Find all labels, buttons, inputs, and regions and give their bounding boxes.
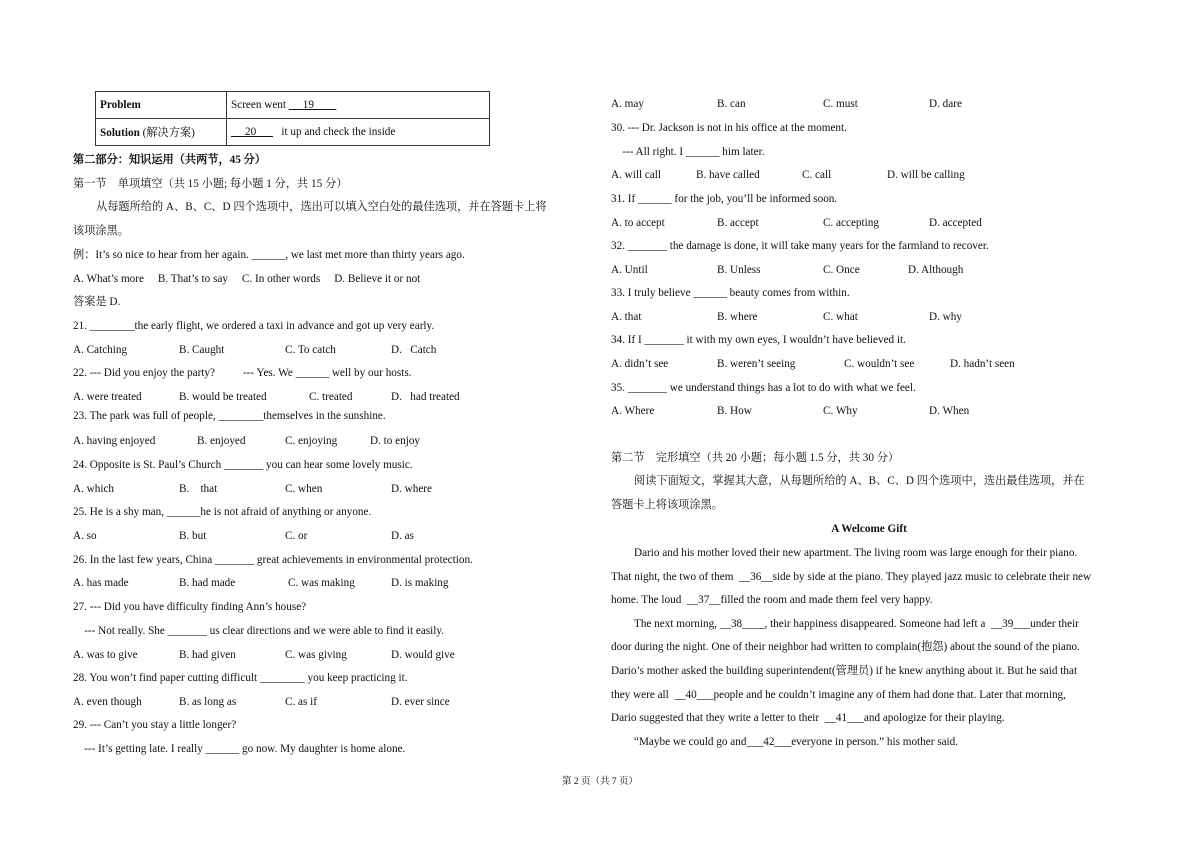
option-d: D. hadn’t seen [950, 358, 1015, 370]
option-b: B. have called [696, 169, 760, 181]
option-a: A. will call [611, 169, 662, 181]
section2-title: 第二节 完形填空（共 20 小题；每小题 1.5 分，共 30 分） [611, 452, 900, 464]
option-b: B. enjoyed [197, 435, 246, 447]
section1-title: 第一节 单项填空（共 15 小题; 每小题 1 分，共 15 分） [73, 178, 348, 190]
option-d: D. as [391, 530, 414, 542]
question-stem: 31. If ______ for the job, you’ll be informed soon. [611, 193, 838, 205]
option-b: B. weren’t seeing [717, 358, 796, 370]
option-b: B. as long as [179, 696, 237, 708]
option-b: B. can [717, 98, 746, 110]
option-b: B. accept [717, 217, 759, 229]
passage-line: home. The loud __37__filled the room and made them feel very happy. [611, 594, 933, 606]
option-c: C. was making [288, 577, 355, 589]
table-cell-head [96, 92, 227, 119]
option-b: B. had made [179, 577, 236, 589]
passage-line: The next morning, __38____, their happiness disappeared. Someone had left a __39___under their [634, 618, 1079, 630]
row-head-cn: (解决方案) [139, 127, 195, 139]
option-a: A. Until [611, 264, 648, 276]
question-stem: 25. He is a shy man, ______he is not afraid of anything or anyone. [73, 506, 372, 518]
section2-instruction-cont: 答题卡上将该项涂黑。 [611, 499, 723, 511]
option-c: C. wouldn’t see [844, 358, 915, 370]
passage-line: “Maybe we could go and___42___everyone in person.” his mother said. [634, 736, 959, 748]
question-stem: 28. You won’t find paper cutting difficult ________ you keep practicing it. [73, 672, 408, 684]
question-stem: 23. The park was full of people, ________themselves in the sunshine. [73, 410, 386, 422]
option-d: D. to enjoy [370, 435, 421, 447]
example-options: A. What’s more B. That’s to say C. In other words D. Believe it or not [73, 273, 421, 285]
option-d: D. When [929, 405, 970, 417]
option-a: A. were treated [73, 391, 142, 403]
passage-line: Dario suggested that they write a letter to their __41___and apologize for their playing. [611, 712, 1005, 724]
option-a: A. even though [73, 696, 142, 708]
option-a: A. Catching [73, 344, 128, 356]
option-b: B. Unless [717, 264, 761, 276]
question-stem: 27. --- Did you have difficulty finding Ann’s house? [73, 601, 307, 613]
option-d: D. is making [391, 577, 449, 589]
section2-instruction: 阅读下面短文，掌握其大意，从每题所给的 A、B、C、D 四个选项中，选出最佳选项，并在 [634, 475, 1085, 487]
option-b: B. How [717, 405, 752, 417]
option-b: B. where [717, 311, 758, 323]
blank-20: 20 [231, 126, 273, 138]
option-d: D. dare [929, 98, 962, 110]
passage-line: door during the night. One of their neighbor had written to complain(抱怨) about the sound of the piano. [611, 641, 1080, 653]
option-a: A. Where [611, 405, 655, 417]
table-row [96, 119, 490, 146]
option-b: B. had given [179, 649, 236, 661]
option-d: D. Although [908, 264, 964, 276]
passage-line: Dario and his mother loved their new apartment. The living room was large enough for their piano. [634, 547, 1078, 559]
passage-line: Dario’s mother asked the building superintendent(管理员) if he knew anything about it. But he said that [611, 665, 1078, 677]
section1-instruction-cont: 该项涂黑。 [73, 225, 129, 237]
question-stem: 24. Opposite is St. Paul’s Church _______ you can hear some lovely music. [73, 459, 413, 471]
part-title: 第二部分：知识运用（共两节，45 分） [73, 154, 266, 166]
problem-solution-table [95, 91, 490, 146]
option-b: B. would be treated [179, 391, 267, 403]
option-c: C. To catch [285, 344, 336, 356]
question-stem-cont: --- All right. I ______ him later. [611, 146, 765, 158]
table-cell-value [227, 92, 490, 119]
section1-instruction: 从每题所给的 A、B、C、D 四个选项中，选出可以填入空白处的最佳选项，并在答题卡上将 [96, 201, 547, 213]
table-row [96, 92, 490, 119]
option-d: D. Catch [391, 344, 437, 356]
option-d: D. why [929, 311, 962, 323]
row-head-text: Solution [100, 127, 140, 139]
option-c: C. Why [823, 405, 858, 417]
option-a: A. to accept [611, 217, 665, 229]
option-b: B. but [179, 530, 207, 542]
option-a: A. so [73, 530, 97, 542]
option-c: C. when [285, 483, 323, 495]
table-cell-head [96, 119, 227, 146]
question-stem: 35. _______ we understand things has a lot to do with what we feel. [611, 382, 916, 394]
option-c: C. enjoying [285, 435, 338, 447]
row-value-text: it up and check the inside [272, 126, 396, 138]
option-d: D. had treated [391, 391, 460, 403]
option-a: A. having enjoyed [73, 435, 156, 447]
page-footer: 第 2 页（共 7 页） [561, 777, 638, 787]
question-stem: 26. In the last few years, China _______ great achievements in environmental protection. [73, 554, 473, 566]
row-head-text: Problem [100, 99, 141, 111]
question-stem-cont: --- It’s getting late. I really ______ go now. My daughter is home alone. [73, 743, 406, 755]
option-b: B. that [179, 483, 218, 495]
table-cell-value [227, 119, 490, 146]
question-stem: 33. I truly believe ______ beauty comes from within. [611, 287, 850, 299]
option-c: C. what [823, 311, 858, 323]
option-d: D. ever since [391, 696, 450, 708]
question-stem-cont: --- Not really. She _______ us clear directions and we were able to find it easily. [73, 625, 445, 637]
option-b: B. Caught [179, 344, 225, 356]
option-d: D. accepted [929, 217, 982, 229]
option-c: C. call [802, 169, 832, 181]
passage-line: That night, the two of them __36__side by side at the piano. They played jazz music to celebrate their new [611, 571, 1092, 583]
passage-title: A Welcome Gift [831, 523, 907, 535]
option-a: A. which [73, 483, 115, 495]
passage-line: they were all __40___people and he couldn’t imagine any of them had done that. Later that morning, [611, 689, 1066, 701]
option-c: C. was giving [285, 649, 347, 661]
example-question: 例：It’s so nice to hear from her again. ______, we last met more than thirty years ago. [73, 249, 465, 261]
option-c: C. must [823, 98, 858, 110]
option-d: D. where [391, 483, 433, 495]
blank-19: 19 [288, 99, 337, 111]
option-c: C. or [285, 530, 308, 542]
question-stem: 34. If I _______ it with my own eyes, I wouldn’t have believed it. [611, 334, 906, 346]
question-stem: 29. --- Can’t you stay a little longer? [73, 719, 237, 731]
option-c: C. as if [285, 696, 318, 708]
option-a: A. may [611, 98, 644, 110]
question-stem: 30. --- Dr. Jackson is not in his office at the moment. [611, 122, 847, 134]
option-c: C. Once [823, 264, 860, 276]
option-a: A. was to give [73, 649, 138, 661]
question-stem: 22. --- Did you enjoy the party? --- Yes. We ______ well by our hosts. [73, 367, 412, 379]
option-a: A. that [611, 311, 642, 323]
option-c: C. treated [309, 391, 353, 403]
option-d: D. will be calling [887, 169, 965, 181]
option-a: A. has made [73, 577, 129, 589]
option-d: D. would give [391, 649, 455, 661]
option-a: A. didn’t see [611, 358, 669, 370]
row-value-text: Screen went [231, 99, 289, 111]
question-stem: 21. ________the early flight, we ordered a taxi in advance and got up very early. [73, 320, 435, 332]
option-c: C. accepting [823, 217, 879, 229]
question-stem: 32. _______ the damage is done, it will take many years for the farmland to recover. [611, 240, 989, 252]
example-answer: 答案是 D. [73, 296, 121, 308]
